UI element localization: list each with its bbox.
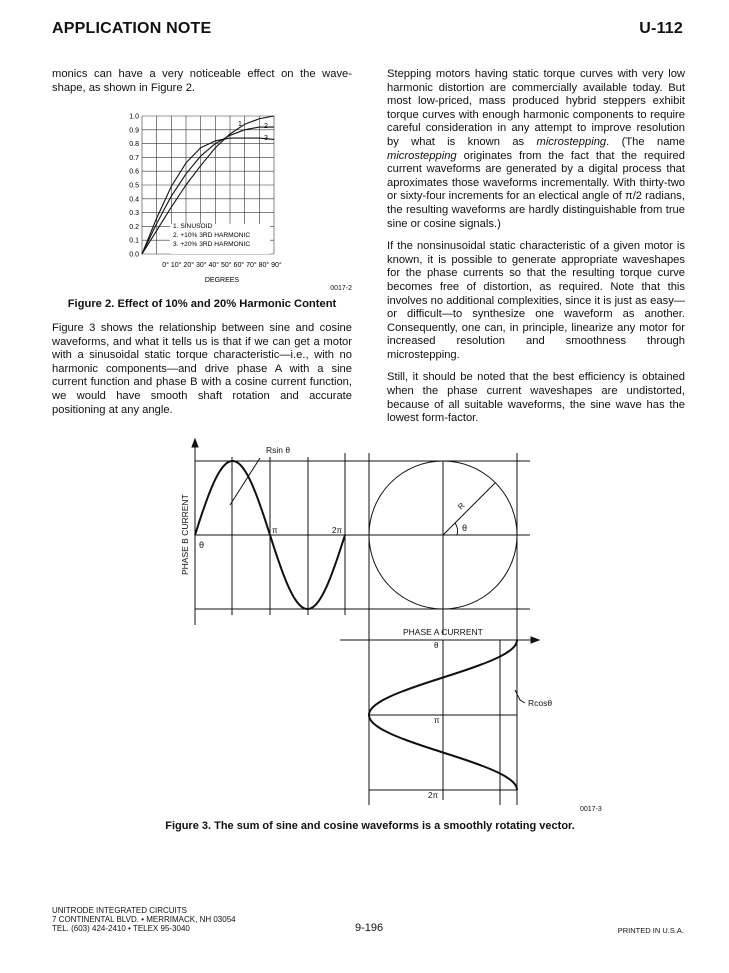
rcos-label: Rcosθ [528, 698, 553, 708]
p1-italic-2: microstepping [387, 149, 457, 162]
figure-2-caption: Figure 2. Effect of 10% and 20% Harmonic Content [67, 298, 337, 310]
radius-vector [443, 483, 495, 535]
rsin-label: Rsin θ [266, 445, 291, 455]
footer-phone: TEL. (603) 424-2410 • TELEX 95-3040 [52, 924, 190, 933]
axis-arrow-icon [192, 439, 198, 447]
angle-theta-label: θ [462, 523, 468, 533]
p1-text-c: originates from the fact that the required current waveforms are generated by a digital process that aproximates those waveforms incrementally. With thirty-two or sixty-four increments for an electical angle of π/2 radians, the resulting waveforms are hardly distinguishable from true sine or cosine signals.) [387, 149, 685, 230]
figure-3-code: 0017-3 [580, 806, 602, 813]
p1-italic-1: microstepping [536, 135, 607, 148]
figure-3-diagram [170, 435, 630, 815]
x-axis-label: DEGREES [204, 277, 240, 284]
x-tick-labels: 0° 10° 20° 30° 40° 50° 60° 70° 80° 90° [162, 262, 282, 269]
phase-a-theta-label: θ [434, 641, 439, 650]
y-tick-label: 0.0 [129, 251, 139, 259]
legend-item-3: 3. +20% 3RD HARMONIC [173, 241, 251, 248]
footer-company: UNITRODE INTEGRATED CIRCUITS [52, 906, 187, 915]
p1-text-b: . (The name [606, 135, 685, 148]
figure-2-code: 0017-2 [330, 285, 352, 292]
y-tick-label: 0.7 [129, 154, 139, 162]
y-tick-label: 0.6 [129, 168, 139, 176]
left-body-paragraph: Figure 3 shows the relationship between sine and cosine waveforms, and what it tells us is that if we can get a motor with a sinusoidal static torque characteristic—i.e., with no harmonic components—and drive phase A with a sine current function and phase B with a cosine current function, we would have smooth shaft rotation and accurate positioning at any angle. [52, 322, 352, 416]
two-pi-label: 2π [332, 526, 342, 535]
phase-a-pi-label: π [434, 716, 440, 725]
y-tick-label: 1.0 [129, 113, 139, 121]
curve-label-2: 2 [264, 123, 268, 130]
y-tick-label: 0.9 [129, 127, 139, 135]
phase-a-two-pi-label: 2π [428, 791, 438, 800]
phase-b-label: PHASE B CURRENT [180, 494, 190, 575]
curve-label-1: 1 [238, 121, 242, 128]
y-tick-label: 0.3 [129, 210, 139, 218]
printed-notice: PRINTED IN U.S.A. [617, 926, 684, 935]
pi-label: π [272, 526, 278, 535]
y-tick-label: 0.5 [129, 182, 139, 190]
radius-label: R [456, 500, 467, 512]
page-number: 9-196 [355, 922, 384, 934]
footer-address [52, 906, 236, 933]
y-tick-label: 0.1 [129, 237, 139, 245]
curve-label-3: 3 [264, 135, 268, 142]
right-column [387, 68, 685, 435]
y-tick-labels [129, 114, 139, 259]
y-tick-label: 0.8 [129, 141, 139, 149]
intro-paragraph: monics can have a very noticeable effect on the wave-shape, as shown in Figure 2. [52, 68, 352, 94]
theta-label: θ [199, 540, 205, 550]
figure-2 [52, 110, 352, 310]
figure-3-caption: Figure 3. The sum of sine and cosine waveforms is a smoothly rotating vector. [165, 820, 575, 832]
axis-arrow-icon [531, 637, 539, 643]
header-title: APPLICATION NOTE [52, 20, 212, 37]
right-paragraph-3: Still, it should be noted that the best efficiency is obtained when the phase current waveshapes are undistorted, because of all suitable waveforms, the sine wave has the lowest form-factor. [387, 371, 685, 425]
legend-item-2: 2. +10% 3RD HARMONIC [173, 232, 251, 239]
figure-2-chart [52, 110, 352, 285]
phase-a-label: PHASE A CURRENT [403, 627, 483, 637]
right-paragraph-2: If the nonsinusoidal static characteristic of a given motor is known, it is possible to generate appropriate waveshapes for the phase currents so that the resulting torque curve becomes free of distortion, as required. Note that this involves no additional complexities, since it is just as easy—or difficult—to synthesize one waveform as another. Consequently, one can, in principle, linearize any motor for increased resolution and smoothness through microstepping. [387, 240, 685, 361]
legend-item-1: 1. SINUSOID [173, 223, 213, 230]
y-tick-label: 0.2 [129, 223, 139, 231]
right-paragraph-1 [387, 68, 685, 231]
p1-text-a: Stepping motors having static torque curves with very low harmonic distortion are commercially available today. But most low-priced, mass produced hybrid steppers exhibit torque curves with enough harmonic components to require careful consideration in any attempt to improve resolution by what is known as [387, 68, 685, 148]
left-intro [52, 68, 352, 104]
y-tick-label: 0.4 [129, 196, 139, 204]
footer-street: 7 CONTINENTAL BLVD. • MERRIMACK, NH 03054 [52, 915, 236, 924]
header-doc-number: U-112 [639, 20, 683, 37]
